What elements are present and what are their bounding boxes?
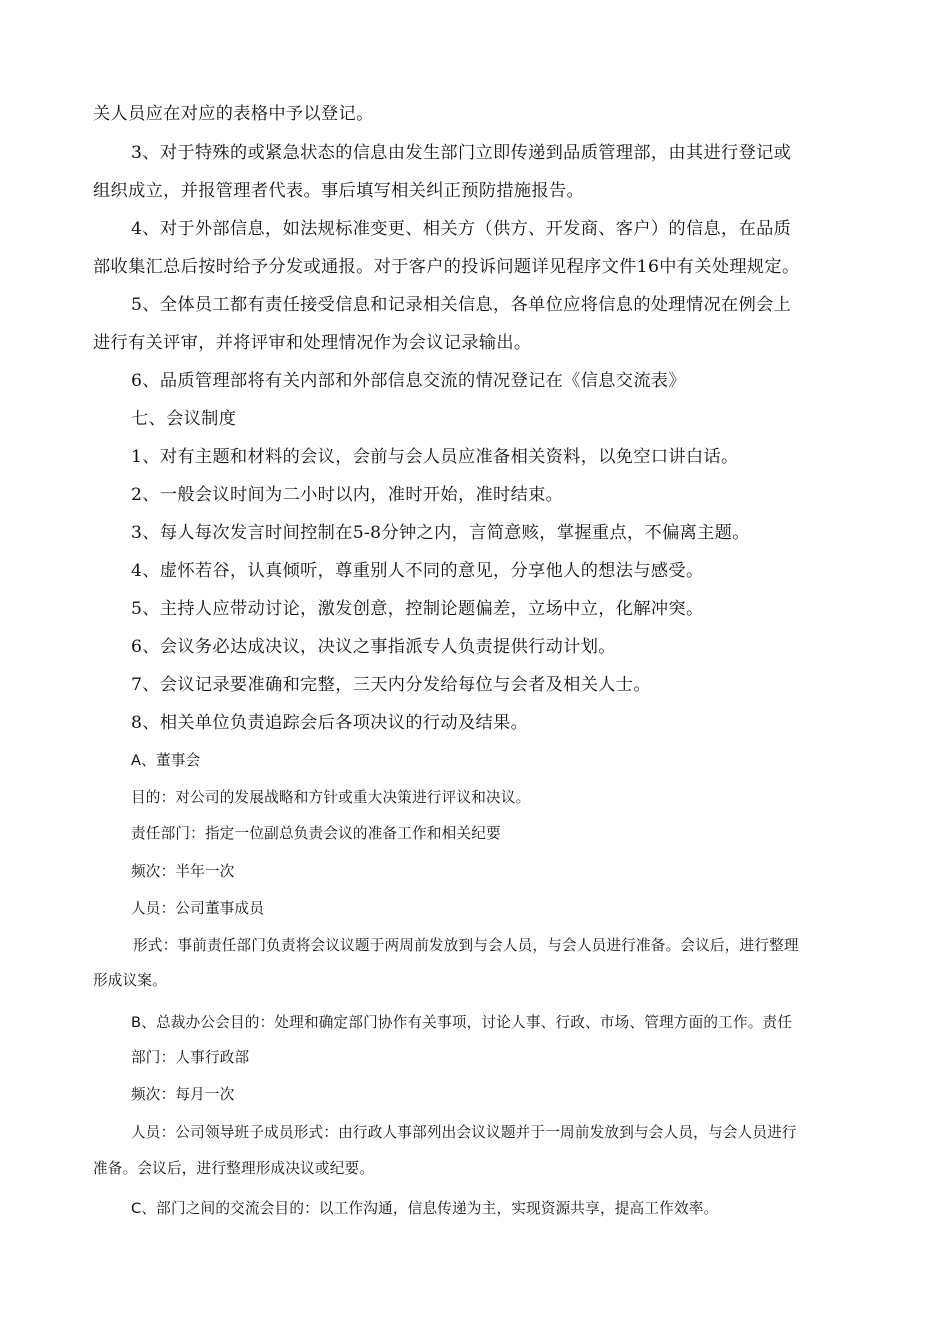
body-line: 3、对于特殊的或紧急状态的信息由发生部门立即传递到品质管理部，由其进行登记或 bbox=[131, 143, 792, 163]
body-line: 5、全体员工都有责任接受信息和记录相关信息，各单位应将信息的处理情况在例会上 bbox=[131, 295, 792, 315]
body-line: 目的：对公司的发展战略和方针或重大决策进行评议和决议。 bbox=[131, 789, 531, 806]
body-line: 准备。会议后，进行整理形成决议或纪要。 bbox=[93, 1160, 375, 1177]
body-line: 进行有关评审，并将评审和处理情况作为会议记录输出。 bbox=[93, 333, 532, 353]
body-line: 关人员应在对应的表格中予以登记。 bbox=[93, 104, 374, 124]
body-line: 4、对于外部信息，如法规标准变更、相关方（供方、开发商、客户）的信息，在品质 bbox=[131, 219, 792, 239]
body-line: 6、品质管理部将有关内部和外部信息交流的情况登记在《信息交流表》 bbox=[131, 371, 686, 391]
body-line: 频次：每月一次 bbox=[131, 1086, 235, 1103]
body-line: 5、主持人应带动讨论，激发创意，控制论题偏差，立场中立，化解冲突。 bbox=[131, 599, 704, 619]
body-line: 人员：公司领导班子成员形式：由行政人事部列出会议议题并于一周前发放到与会人员，与会人员进行 bbox=[131, 1124, 797, 1141]
body-line: 责任部门：指定一位副总负责会议的准备工作和相关纪要 bbox=[131, 825, 501, 842]
body-line: 部收集汇总后按时给予分发或通报。对于客户的投诉问题详见程序文件16中有关处理规定。 bbox=[93, 257, 800, 277]
section-heading: 七、会议制度 bbox=[131, 409, 237, 429]
body-line: 形式：事前责任部门负责将会议议题于两周前发放到与会人员，与会人员进行准备。会议后，进行整理 bbox=[133, 937, 799, 954]
subsection-heading: C、部门之间的交流会目的：以工作沟通，信息传递为主，实现资源共享，提高工作效率。 bbox=[131, 1200, 719, 1217]
body-line: 组织成立，并报管理者代表。事后填写相关纠正预防措施报告。 bbox=[93, 181, 585, 201]
body-line: 形成议案。 bbox=[93, 972, 167, 989]
body-line: 8、相关单位负责追踪会后各项决议的行动及结果。 bbox=[131, 713, 529, 733]
body-line: 部门：人事行政部 bbox=[131, 1049, 250, 1066]
body-line: 人员：公司董事成员 bbox=[131, 900, 265, 917]
body-line: 6、会议务必达成决议，决议之事指派专人负责提供行动计划。 bbox=[131, 637, 616, 657]
body-line: 4、虚怀若谷，认真倾听，尊重别人不同的意见，分享他人的想法与感受。 bbox=[131, 561, 704, 581]
body-line: 频次：半年一次 bbox=[131, 863, 235, 880]
body-line: 7、会议记录要准确和完整，三天内分发给每位与会者及相关人士。 bbox=[131, 675, 651, 695]
body-line: 1、对有主题和材料的会议，会前与会人员应准备相关资料，以免空口讲白话。 bbox=[131, 447, 739, 467]
subsection-heading: A、董事会 bbox=[131, 752, 201, 769]
body-line: 3、每人每次发言时间控制在5-8分钟之内，言简意赅，掌握重点，不偏离主题。 bbox=[131, 523, 750, 543]
body-line: 2、一般会议时间为二小时以内，准时开始，准时结束。 bbox=[131, 485, 564, 505]
subsection-heading: B、总裁办公会目的：处理和确定部门协作有关事项，讨论人事、行政、市场、管理方面的工作。责任 bbox=[131, 1014, 793, 1031]
